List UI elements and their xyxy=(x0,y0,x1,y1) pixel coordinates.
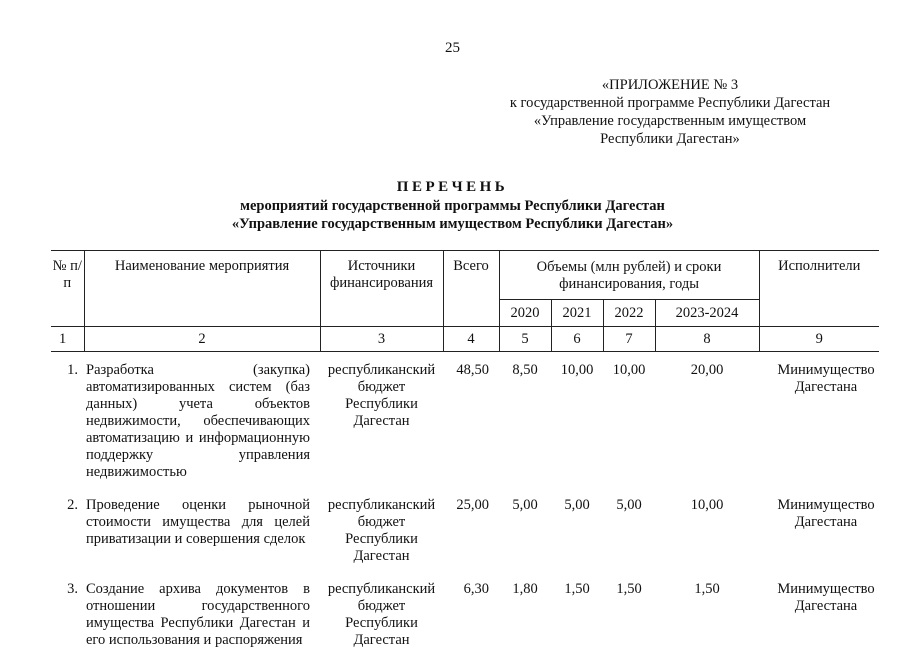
column-number: 9 xyxy=(759,327,879,352)
year-value: 20,00 xyxy=(690,362,724,378)
total-value: 48,50 xyxy=(456,362,489,378)
measure-name: Создание архива документов в отношении государственного имущества Республики Дагестан и его использования и распоряжения xyxy=(86,581,310,648)
column-number: 5 xyxy=(499,327,551,352)
executor: Минимущество Дагестана xyxy=(777,497,875,530)
header-volumes: Объемы (млн рублей) и сроки финансирования, годы xyxy=(499,251,759,300)
column-number: 7 xyxy=(603,327,655,352)
table-row xyxy=(51,565,879,649)
appendix-line: к государственной программе Республики Дагестан xyxy=(509,95,831,111)
document-subtitle: «Управление государственным имуществом Республики Дагестан» xyxy=(231,216,674,232)
row-number: 2. xyxy=(67,497,78,513)
measure-name: Проведение оценки рыночной стоимости имущества для целей приватизации и совершения сделок xyxy=(86,497,310,547)
measures-table xyxy=(51,250,879,649)
row-number: 1. xyxy=(67,362,78,378)
header-total: Всего xyxy=(443,251,499,327)
header-year: 2020 xyxy=(499,300,551,327)
appendix-block xyxy=(480,76,860,148)
column-number: 6 xyxy=(551,327,603,352)
year-value: 1,50 xyxy=(616,581,642,597)
year-value: 10,00 xyxy=(690,497,724,513)
table-row xyxy=(51,481,879,565)
header-year: 2021 xyxy=(551,300,603,327)
funding-source: республиканский бюджет Республики Дагестан xyxy=(327,581,436,648)
year-value: 1,50 xyxy=(564,581,590,597)
document-heading xyxy=(0,178,905,233)
measure-name: Разработка (закупка) автоматизированных систем (баз данных) учета объектов недвижимости, обеспечивающих автоматизацию и информационную поддержку управления недвижимостью xyxy=(86,362,310,480)
appendix-line: «ПРИЛОЖЕНИЕ № 3 xyxy=(601,77,739,93)
header-source: Источники финансирования xyxy=(320,251,443,327)
year-value: 1,80 xyxy=(512,581,538,597)
column-number: 2 xyxy=(84,327,320,352)
year-value: 8,50 xyxy=(512,362,538,378)
funding-source: республиканский бюджет Республики Дагестан xyxy=(327,362,436,429)
appendix-line: Республики Дагестан» xyxy=(600,131,740,147)
page-number: 25 xyxy=(445,40,460,56)
table-row xyxy=(51,352,879,482)
document-subtitle: мероприятий государственной программы Республики Дагестан xyxy=(240,198,665,214)
year-value: 1,50 xyxy=(694,581,720,597)
document-title: ПЕРЕЧЕНЬ xyxy=(396,179,509,195)
header-year: 2022 xyxy=(603,300,655,327)
header-year: 2023-2024 xyxy=(655,300,759,327)
header-executors: Исполнители xyxy=(759,251,879,327)
executor: Минимущество Дагестана xyxy=(777,581,875,614)
year-value: 5,00 xyxy=(616,497,642,513)
column-number-row xyxy=(51,327,879,352)
header-number: № п/п xyxy=(51,251,84,327)
column-number: 8 xyxy=(655,327,759,352)
column-number: 3 xyxy=(320,327,443,352)
year-value: 10,00 xyxy=(612,362,646,378)
executor: Минимущество Дагестана xyxy=(777,362,875,395)
header-name: Наименование мероприятия xyxy=(84,251,320,327)
year-value: 5,00 xyxy=(512,497,538,513)
row-number: 3. xyxy=(67,581,78,597)
column-number: 4 xyxy=(443,327,499,352)
year-value: 5,00 xyxy=(564,497,590,513)
total-value: 25,00 xyxy=(456,497,489,513)
total-value: 6,30 xyxy=(463,581,489,597)
funding-source: республиканский бюджет Республики Дагестан xyxy=(327,497,436,564)
year-value: 10,00 xyxy=(560,362,594,378)
column-number: 1 xyxy=(51,327,84,352)
appendix-line: «Управление государственным имуществом xyxy=(533,113,807,129)
